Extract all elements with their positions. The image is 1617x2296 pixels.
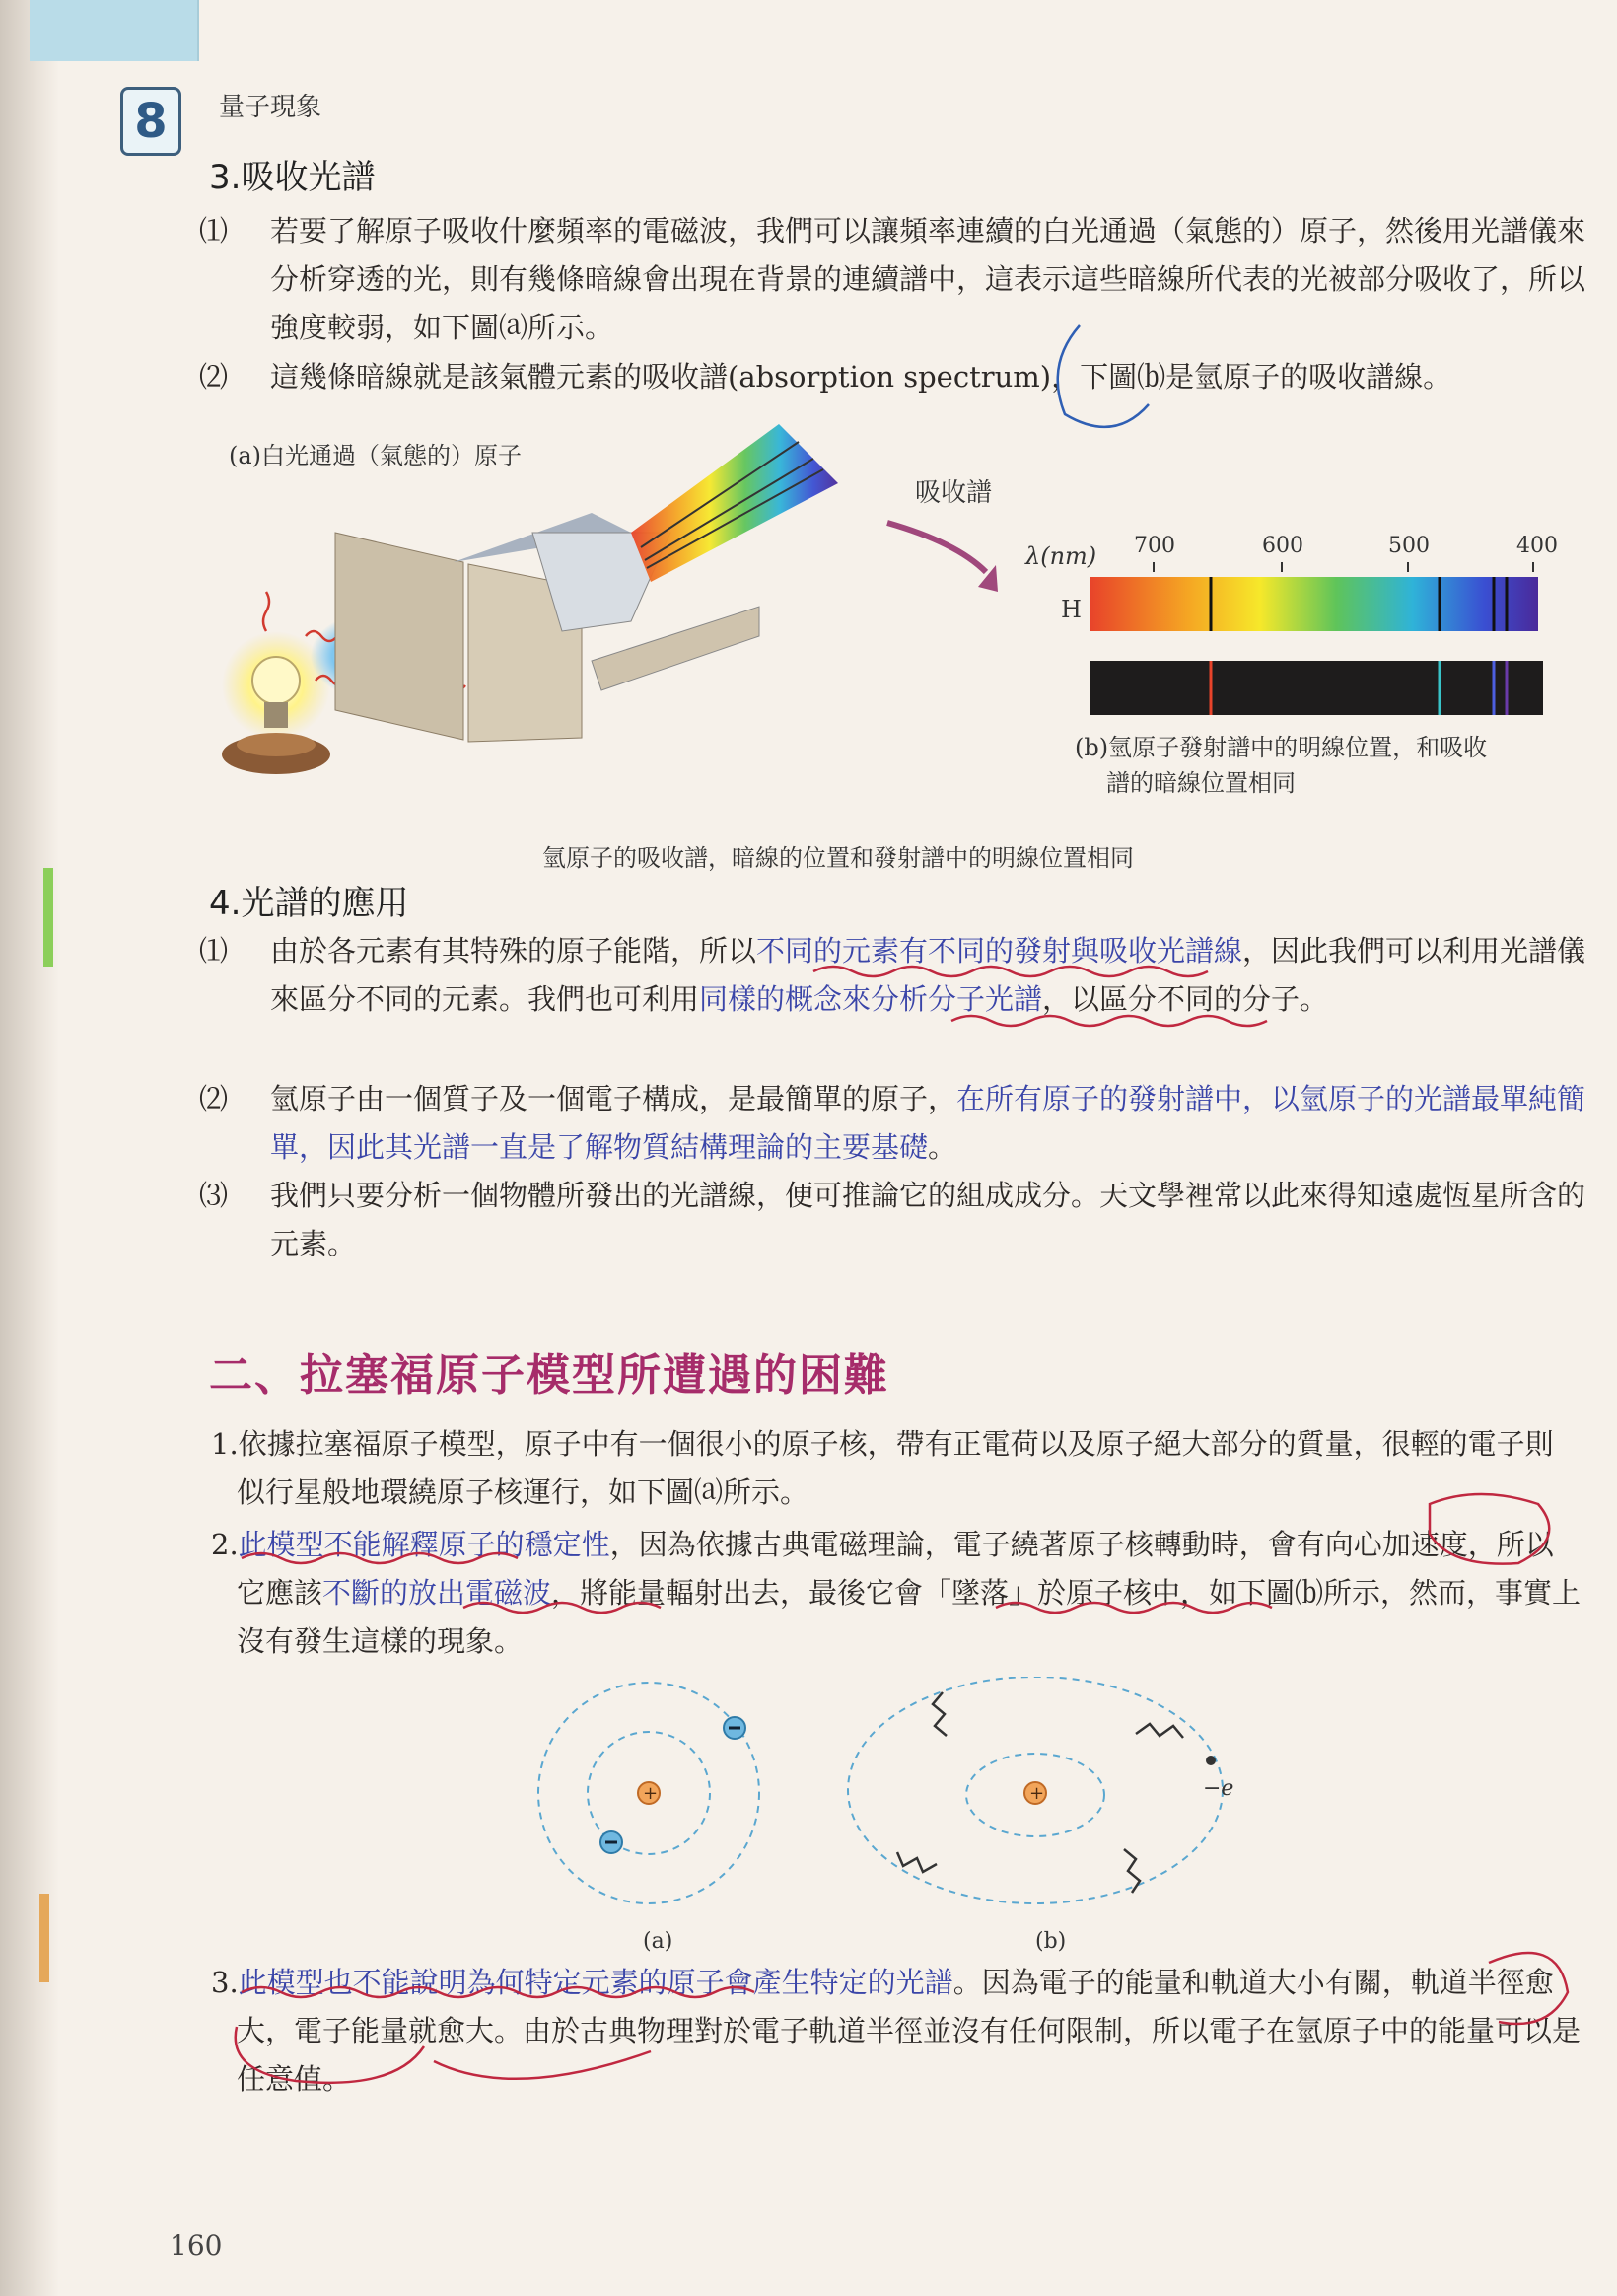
plus-sign: + bbox=[1029, 1783, 1045, 1804]
section-3-item-1: ⑴ 若要了解原子吸收什麼頻率的電磁波，我們可以讓頻率連續的白光通過（氣態的）原子，然後用光譜儀來分析穿透的光，則有幾條暗線會出現在背景的連續譜中，這表示這些暗線所代表的光被部分吸收了，所以強度較弱，如下圖⒜所示。 bbox=[199, 214, 1586, 344]
red-underline-annotation bbox=[996, 1603, 1272, 1613]
red-circle-annotation bbox=[1430, 1494, 1549, 1564]
section-4-item-1: ⑴ 由於各元素有其特殊的原子能階，所以不同的元素有不同的發射與吸收光譜線，因此我們可以利用光譜儀來區分不同的元素。我們也可利用同樣的概念來分析分子光譜，以區分不同的分子。 bbox=[199, 934, 1586, 1016]
section-4-title: 4.光譜的應用 bbox=[209, 884, 409, 923]
electron-label: −e bbox=[1203, 1776, 1234, 1801]
figure-2-label-a: (a) bbox=[643, 1929, 673, 1954]
element-label-h: H bbox=[1061, 596, 1082, 623]
plus-sign: + bbox=[643, 1783, 659, 1804]
figure-1-caption: 氫原子的吸收譜，暗線的位置和發射譜中的明線位置相同 bbox=[542, 844, 1134, 872]
section-two-paragraph-1: 1.依據拉塞福原子模型，原子中有一個很小的原子核，帶有正電荷以及原子絕大部分的質量，很輕的電子則似行星般地環繞原子核運行，如下圖⒜所示。 bbox=[211, 1427, 1554, 1509]
section-two-title: 二、拉塞福原子模型所遭遇的困難 bbox=[209, 1350, 889, 1400]
absorption-label: 吸收譜 bbox=[915, 478, 993, 508]
lambda-axis-label: λ(nm) bbox=[1025, 542, 1097, 570]
section-two-paragraph-3: 3.此模型也不能說明為何特定元素的原子會產生特定的光譜。因為電子的能量和軌道大小有關，軌道半徑愈大，電子能量就愈大。由於古典物理對於電子軌道半徑並沒有任何限制，所以電子在氫原子中的能量可以是任意值。 bbox=[211, 1966, 1582, 2096]
blue-circle-annotation bbox=[1058, 325, 1149, 427]
red-underline-annotation bbox=[434, 2051, 651, 2079]
red-circle-annotation bbox=[1489, 1953, 1568, 2024]
section-4-item-3: ⑶ 我們只要分析一個物體所發出的光譜線，便可推論它的組成成分。天文學裡常以此來得知遠處恆星所含的元素。 bbox=[199, 1179, 1586, 1260]
figure-2-label-b: (b) bbox=[1035, 1929, 1067, 1954]
figure-label-b-line2: 譜的暗線位置相同 bbox=[1106, 769, 1296, 797]
tick-700: 700 bbox=[1134, 534, 1175, 558]
chapter-number-badge: 8 bbox=[120, 87, 181, 156]
red-circle-annotation bbox=[236, 2027, 424, 2083]
red-underline-annotation bbox=[813, 967, 1208, 976]
figure-label-b-line1: (b)氫原子發射譜中的明線位置，和吸收 bbox=[1075, 734, 1488, 761]
chapter-title: 量子現象 bbox=[219, 93, 322, 122]
red-underline-annotation bbox=[242, 1553, 518, 1563]
section-3-title: 3.吸收光譜 bbox=[209, 158, 376, 197]
red-underline-annotation bbox=[463, 1603, 661, 1613]
section-two-paragraph-2: 2.此模型不能解釋原子的穩定性，因為依據古典電磁理論，電子繞著原子核轉動時，會有向心加速度，所以它應該不斷的放出電磁波，將能量輻射出去，最後它會「墜落」於原子核中，如下圖⒝所示，然而，事實上沒有發生這樣的現象。 bbox=[211, 1528, 1582, 1658]
tick-400: 400 bbox=[1516, 534, 1558, 558]
red-underline-annotation bbox=[242, 1987, 754, 1997]
tick-600: 600 bbox=[1262, 534, 1303, 558]
tick-500: 500 bbox=[1388, 534, 1430, 558]
figure-label-a: (a)白光通過（氣態的）原子 bbox=[229, 442, 523, 469]
page-number: 160 bbox=[170, 2229, 223, 2261]
section-3-item-2: ⑵ 這幾條暗線就是該氣體元素的吸收譜(absorption spectrum)，下圖⒝是氫原子的吸收譜線。 bbox=[199, 360, 1452, 394]
red-underline-annotation bbox=[951, 1016, 1267, 1026]
section-4-item-2: ⑵ 氫原子由一個質子及一個電子構成，是最簡單的原子，在所有原子的發射譜中，以氫原子的光譜最單純簡單，因此其光譜一直是了解物質結構理論的主要基礎。 bbox=[199, 1082, 1586, 1164]
